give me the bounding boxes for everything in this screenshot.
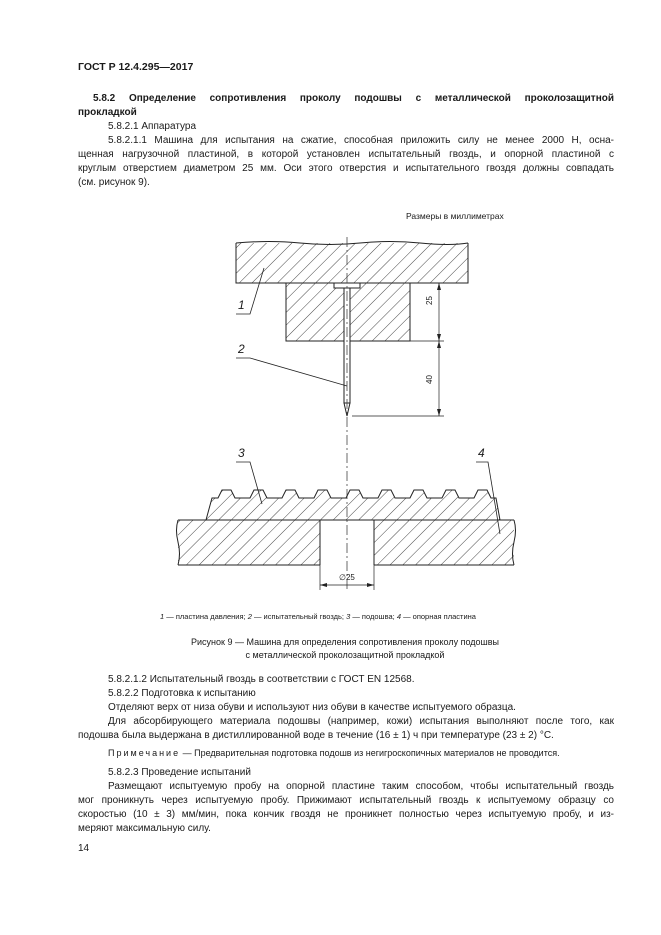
paragraph-machine-line2: щенная нагрузочной пластиной, в которой установлен испытательный гвоздь, и опорной пластиной с: [78, 149, 614, 160]
paragraph-machine-line3: круглым отверстием диаметром 25 мм. Оси этого отверстия и испытательного гвоздя должны совпадать: [78, 163, 614, 174]
dim-40-label: 40: [425, 375, 434, 384]
paragraph-machine-line1: 5.8.2.1.1 Машина для испытания на сжатие, способная приложить силу не менее 2000 Н, осна-: [108, 135, 614, 146]
note: [108, 746, 560, 760]
pressure-plate-body: [236, 243, 468, 283]
sole-profile: [206, 490, 500, 520]
legend-t4: — опорная пластина: [400, 612, 476, 621]
figure-caption-line1: Рисунок 9 — Машина для определения сопротивления проколу подошвы: [191, 637, 499, 647]
legend-t1: — пластина давления;: [164, 612, 248, 621]
paragraph-test-line3: скоростью (10 ± 3) мм/мин, пока кончик гвоздя не проникнет полностью через испытуемую пробу, и из-: [78, 809, 614, 820]
paragraph-prep-2-line2: подошва была выдержана в дистиллированной воде в течение (16 ± 1) ч при температуре (23 ± 2) °С.: [78, 730, 554, 741]
support-plate-left: [178, 520, 320, 565]
section-heading-line2: прокладкой: [78, 107, 137, 118]
paragraph-test-line1: Размещают испытуемую пробу на опорной пластине таким способом, чтобы испытательный гвоздь: [108, 781, 614, 792]
document-header: ГОСТ Р 12.4.295—2017: [78, 61, 194, 73]
paragraph-prep-2-line1: Для абсорбирующего материала подошвы (например, кожи) испытания выполняют после того, как: [108, 716, 614, 727]
paragraph-test-line2: мог проникнуть через испытуемую пробу. Прижимают испытательный гвоздь к испытуемому образцу со: [78, 795, 614, 806]
figure-dimensions-label: Размеры в миллиметрах: [406, 211, 504, 221]
note-text: — Предварительная подготовка подошв из негигроскопичных материалов не проводится.: [180, 748, 560, 758]
legend-n3: 3: [346, 612, 351, 621]
callout-1: 1: [238, 298, 245, 312]
figure-caption: [150, 636, 540, 662]
legend-t3: — подошва;: [350, 612, 397, 621]
dim-d25-label: ∅25: [339, 573, 355, 582]
paragraph-test-line4: меряют максимальную силу.: [78, 823, 211, 834]
paragraph-machine-line4: (см. рисунок 9).: [78, 177, 150, 188]
figure-caption-line2: с металлической проколозащитной прокладкой: [245, 650, 445, 660]
paragraph-prep-1: Отделяют верх от низа обуви и используют низ обуви в качестве испытуемого образца.: [108, 702, 516, 713]
figure-legend: [160, 612, 476, 621]
leader-2: [236, 358, 347, 386]
subsection-apparatus: 5.8.2.1 Аппаратура: [108, 121, 197, 132]
page-number: 14: [78, 843, 90, 854]
section-heading-line1: 5.8.2 Определение сопротивления проколу подошвы с металлической проколозащитной: [93, 93, 614, 104]
note-label: Примечание: [108, 748, 181, 758]
legend-n2: 2: [247, 612, 252, 621]
legend-n4: 4: [396, 612, 401, 621]
subsection-testing: 5.8.2.3 Проведение испытаний: [108, 767, 251, 778]
legend-n1: 1: [160, 612, 165, 621]
support-plate-right: [374, 520, 514, 565]
dim-25-label: 25: [425, 296, 434, 305]
callout-3: 3: [238, 446, 245, 460]
legend-t2: — испытательный гвоздь;: [251, 612, 347, 621]
subsection-preparation: 5.8.2.2 Подготовка к испытанию: [108, 688, 256, 699]
callout-2: 2: [238, 342, 245, 356]
callout-4: 4: [478, 446, 485, 460]
paragraph-nail-standard: 5.8.2.1.2 Испытательный гвоздь в соответствии с ГОСТ EN 12568.: [108, 674, 415, 685]
